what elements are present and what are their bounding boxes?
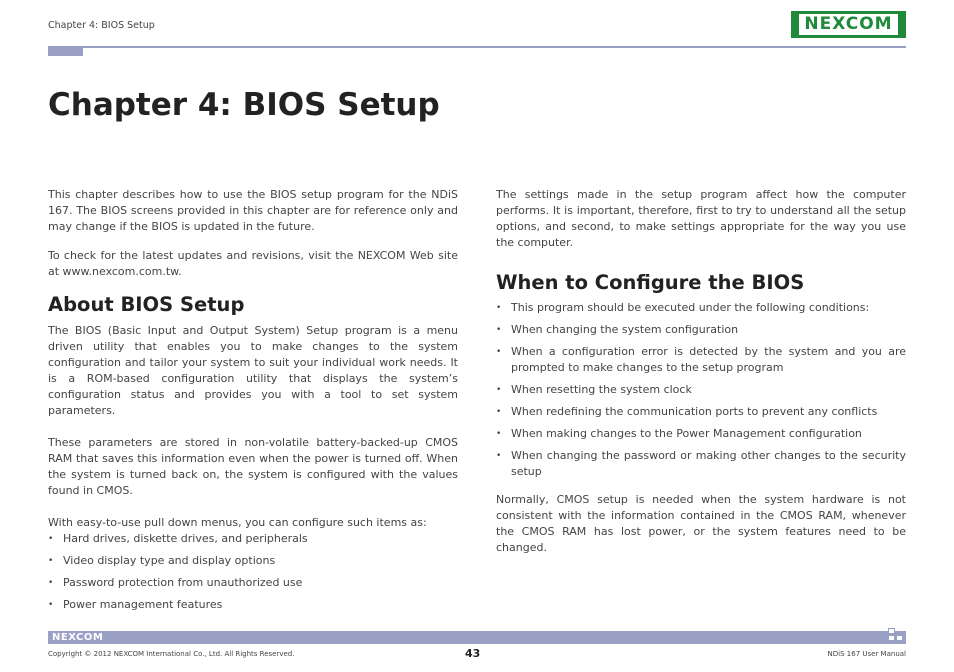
- intro-paragraph-2: To check for the latest updates and revisions, visit the NEXCOM Web site at www.nexcom.com.tw.: [48, 249, 458, 278]
- about-paragraph-1: The BIOS (Basic Input and Output System) Setup program is a menu driven utility that enables you to make changes to the system configuration and tailor your system to suit your individual work needs. It is a ROM-based configuration utility that displays the system’s configuration status and provides you with a tool to set system parameters.: [48, 324, 458, 417]
- footer-rule: [48, 631, 906, 644]
- list-item: • When redefining the communication ports to prevent any conflicts: [496, 404, 906, 420]
- square-shape: [888, 628, 895, 634]
- square-shape: [888, 635, 895, 641]
- logo-text: NEXCOM: [799, 14, 897, 35]
- list-item: • When changing the system configuration: [496, 322, 906, 338]
- nexcom-logo: [791, 11, 906, 38]
- page-number: 43: [465, 647, 481, 660]
- conditions-list: [496, 300, 906, 480]
- list-item: • When a configuration error is detected by the system and you are prompted to make changes to the setup program: [496, 344, 906, 376]
- about-paragraph-2: These parameters are stored in non-volatile battery-backed-up CMOS RAM that saves this information even when the power is turned off. When the system is turned back on, the system is configured with the values found in CMOS.: [48, 436, 458, 497]
- list-item: • Video display type and display options: [48, 553, 458, 569]
- about-heading: About BIOS Setup: [48, 293, 245, 316]
- when-heading: When to Configure the BIOS: [496, 271, 805, 294]
- manual-name: NDiS 167 User Manual: [827, 650, 906, 658]
- intro-paragraph-1: This chapter describes how to use the BIOS setup program for the NDiS 167. The BIOS screens provided in this chapter are for reference only and may change if the BIOS is updated in the future.: [48, 188, 458, 233]
- list-item: • Power management features: [48, 597, 458, 613]
- header-rule: [48, 46, 906, 56]
- list-item: • When resetting the system clock: [496, 382, 906, 398]
- list-item: • This program should be executed under the following conditions:: [496, 300, 906, 316]
- list-item: • Password protection from unauthorized use: [48, 575, 458, 591]
- footer-logo: NEXCOM: [52, 632, 104, 643]
- about-paragraph-3: With easy-to-use pull down menus, you can configure such items as:: [48, 516, 427, 529]
- footer-squares-icon: [888, 628, 906, 644]
- configurable-items-list: [48, 531, 458, 613]
- copyright-text: Copyright © 2012 NEXCOM International Co., Ltd. All Rights Reserved.: [48, 650, 295, 658]
- closing-paragraph: Normally, CMOS setup is needed when the system hardware is not consistent with the information contained in the CMOS RAM, whenever the CMOS RAM has lost power, or the system features need to be changed.: [496, 493, 906, 554]
- header-rule-block: [48, 46, 83, 56]
- page-title: Chapter 4: BIOS Setup: [48, 87, 440, 123]
- list-item: • When changing the password or making other changes to the security setup: [496, 448, 906, 480]
- right-column: [496, 187, 906, 556]
- settings-paragraph: The settings made in the setup program affect how the computer performs. It is important, therefore, first to try to understand all the setup options, and second, to make settings appropriate for the way you use the computer.: [496, 188, 906, 249]
- list-item: • When making changes to the Power Management configuration: [496, 426, 906, 442]
- header-rule-line: [48, 46, 906, 48]
- running-header: Chapter 4: BIOS Setup: [48, 20, 155, 31]
- list-item: • Hard drives, diskette drives, and peripherals: [48, 531, 458, 547]
- square-shape: [896, 635, 903, 641]
- left-column: [48, 187, 458, 619]
